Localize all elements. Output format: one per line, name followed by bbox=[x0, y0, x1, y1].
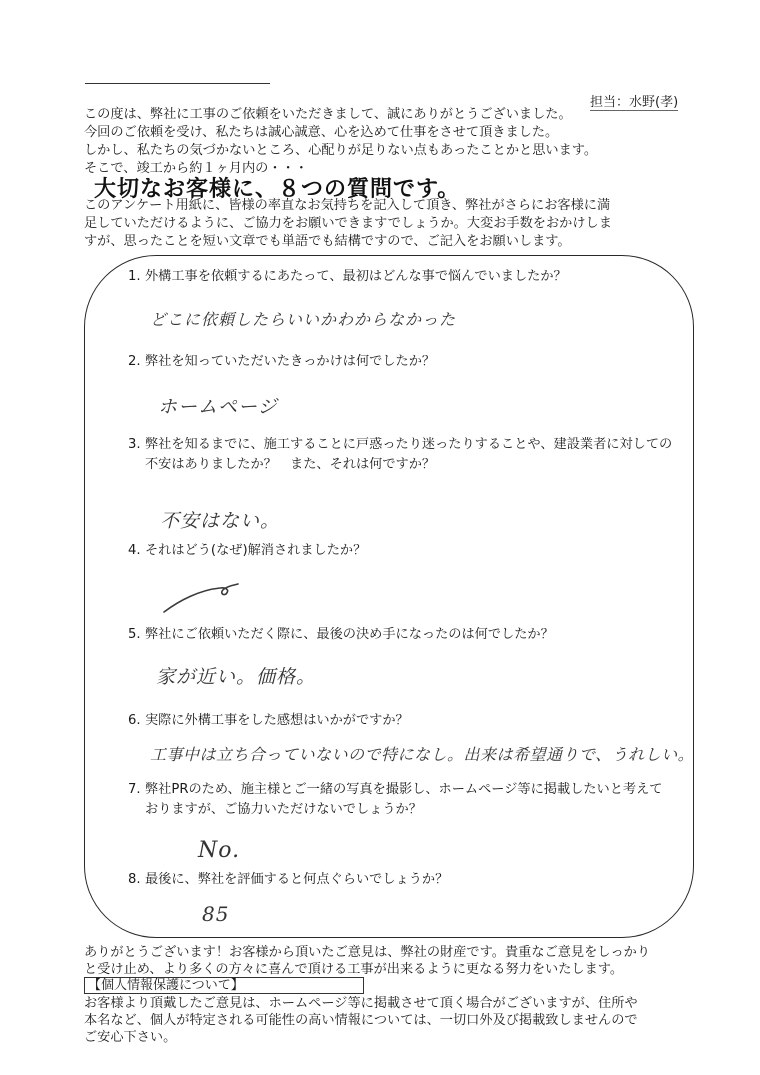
question-6 bbox=[128, 711, 409, 731]
question-text: それはどう(なぜ)解消されましたか？ bbox=[145, 543, 367, 558]
request-line-1: このアンケート用紙に、皆様の率直なお気持ちを記入して頂き、弊社がさらにお客様に満 bbox=[84, 198, 611, 213]
question-text: 弊社を知っていただいたきっかけは何でしたか？ bbox=[145, 354, 436, 369]
intro-line-2: 今回のご依頼を受け、私たちは誠心誠意、心を込めて仕事をさせて頂きました。 bbox=[84, 125, 559, 140]
top-rule bbox=[85, 83, 270, 84]
answer-4-dash-stroke bbox=[160, 578, 240, 618]
question-text: 弊社PRのため、施主様とご一緒の写真を撮影し、ホームページ等に掲載したいと考えて bbox=[145, 782, 663, 797]
request-line-2: 足していただけるように、ご協力をお願いできますでしょうか。大変お手数をおかけしま bbox=[84, 216, 612, 231]
question-4 bbox=[128, 541, 366, 561]
answer-2: ホームページ bbox=[158, 396, 278, 418]
staff-name: 担当：水野(孝) bbox=[590, 91, 678, 111]
question-number: 4. bbox=[128, 543, 141, 558]
question-text: 弊社を知るまでに、施工することに戸惑ったり迷ったりすることや、建設業者に対しての bbox=[145, 437, 673, 452]
privacy-line-2: 本名など、個人が特定される可能性の高い情報については、一切口外及び掲載致しませんので bbox=[84, 1013, 638, 1028]
question-number: 2. bbox=[128, 354, 141, 369]
question-5 bbox=[128, 625, 554, 645]
question-number: 1. bbox=[128, 269, 141, 284]
intro-line-3: しかし、私たちの気づかないところ、心配りが足りない点もあったことかと思います。 bbox=[84, 143, 598, 158]
privacy-line-3: ご安心下さい。 bbox=[84, 1030, 177, 1045]
privacy-line-1: お客様より頂戴したご意見は、ホームページ等に掲載させて頂く場合がございますが、住所や bbox=[84, 996, 638, 1011]
thanks-line-2: と受け止め、より多くの方々に喜んで頂ける工事が出来るように更なる努力をいたします。 bbox=[84, 962, 624, 977]
question-text-continued: おりますが、ご協力いただけないでしょうか？ bbox=[145, 802, 422, 817]
question-number: 3. bbox=[128, 437, 141, 452]
question-number: 8. bbox=[128, 872, 141, 887]
question-number: 7. bbox=[128, 782, 141, 797]
question-text: 実際に外構工事をした感想はいかがですか？ bbox=[145, 713, 409, 728]
question-text: 外構工事を依頼するにあたって、最初はどんな事で悩んでいましたか？ bbox=[145, 269, 567, 284]
answer-5: 家が近い。価格。 bbox=[156, 666, 317, 688]
question-text: 弊社にご依頼いただく際に、最後の決め手になったのは何でしたか？ bbox=[145, 627, 554, 642]
question-7 bbox=[128, 780, 662, 820]
question-8 bbox=[128, 870, 448, 890]
question-3 bbox=[128, 435, 672, 475]
question-1 bbox=[128, 267, 567, 287]
answer-1: どこに依頼したらいいかわからなかった bbox=[150, 310, 457, 329]
headline: 大切なお客様に、８つの質問です。 bbox=[94, 177, 461, 202]
answer-8: 85 bbox=[202, 902, 230, 926]
request-line-3: すが、思ったことを短い文章でも単語でも結構ですので、ご記入をお願いします。 bbox=[84, 234, 571, 249]
thanks-line-1: ありがとうございます！お客様から頂いたご意見は、弊社の財産です。貴重なご意見をしっかり bbox=[84, 945, 651, 960]
privacy-title: 【個人情報保護について】 bbox=[88, 978, 244, 993]
question-text-continued: 不安はありましたか？ また、それは何ですか？ bbox=[145, 457, 436, 472]
question-number: 5. bbox=[128, 627, 141, 642]
question-2 bbox=[128, 352, 435, 372]
question-text: 最後に、弊社を評価すると何点ぐらいでしょうか？ bbox=[145, 872, 449, 887]
answer-7: No. bbox=[198, 838, 241, 863]
answer-3: 不安はない。 bbox=[160, 510, 281, 532]
intro-line-4: そこで、竣工から約１ヶ月内の・・・ bbox=[84, 161, 308, 176]
answer-6: 工事中は立ち合っていないので特になし。出来は希望通りで、うれしい。 bbox=[150, 745, 695, 764]
intro-line-1: この度は、弊社に工事のご依頼をいただきまして、誠にありがとうございました。 bbox=[84, 107, 572, 122]
question-number: 6. bbox=[128, 713, 141, 728]
